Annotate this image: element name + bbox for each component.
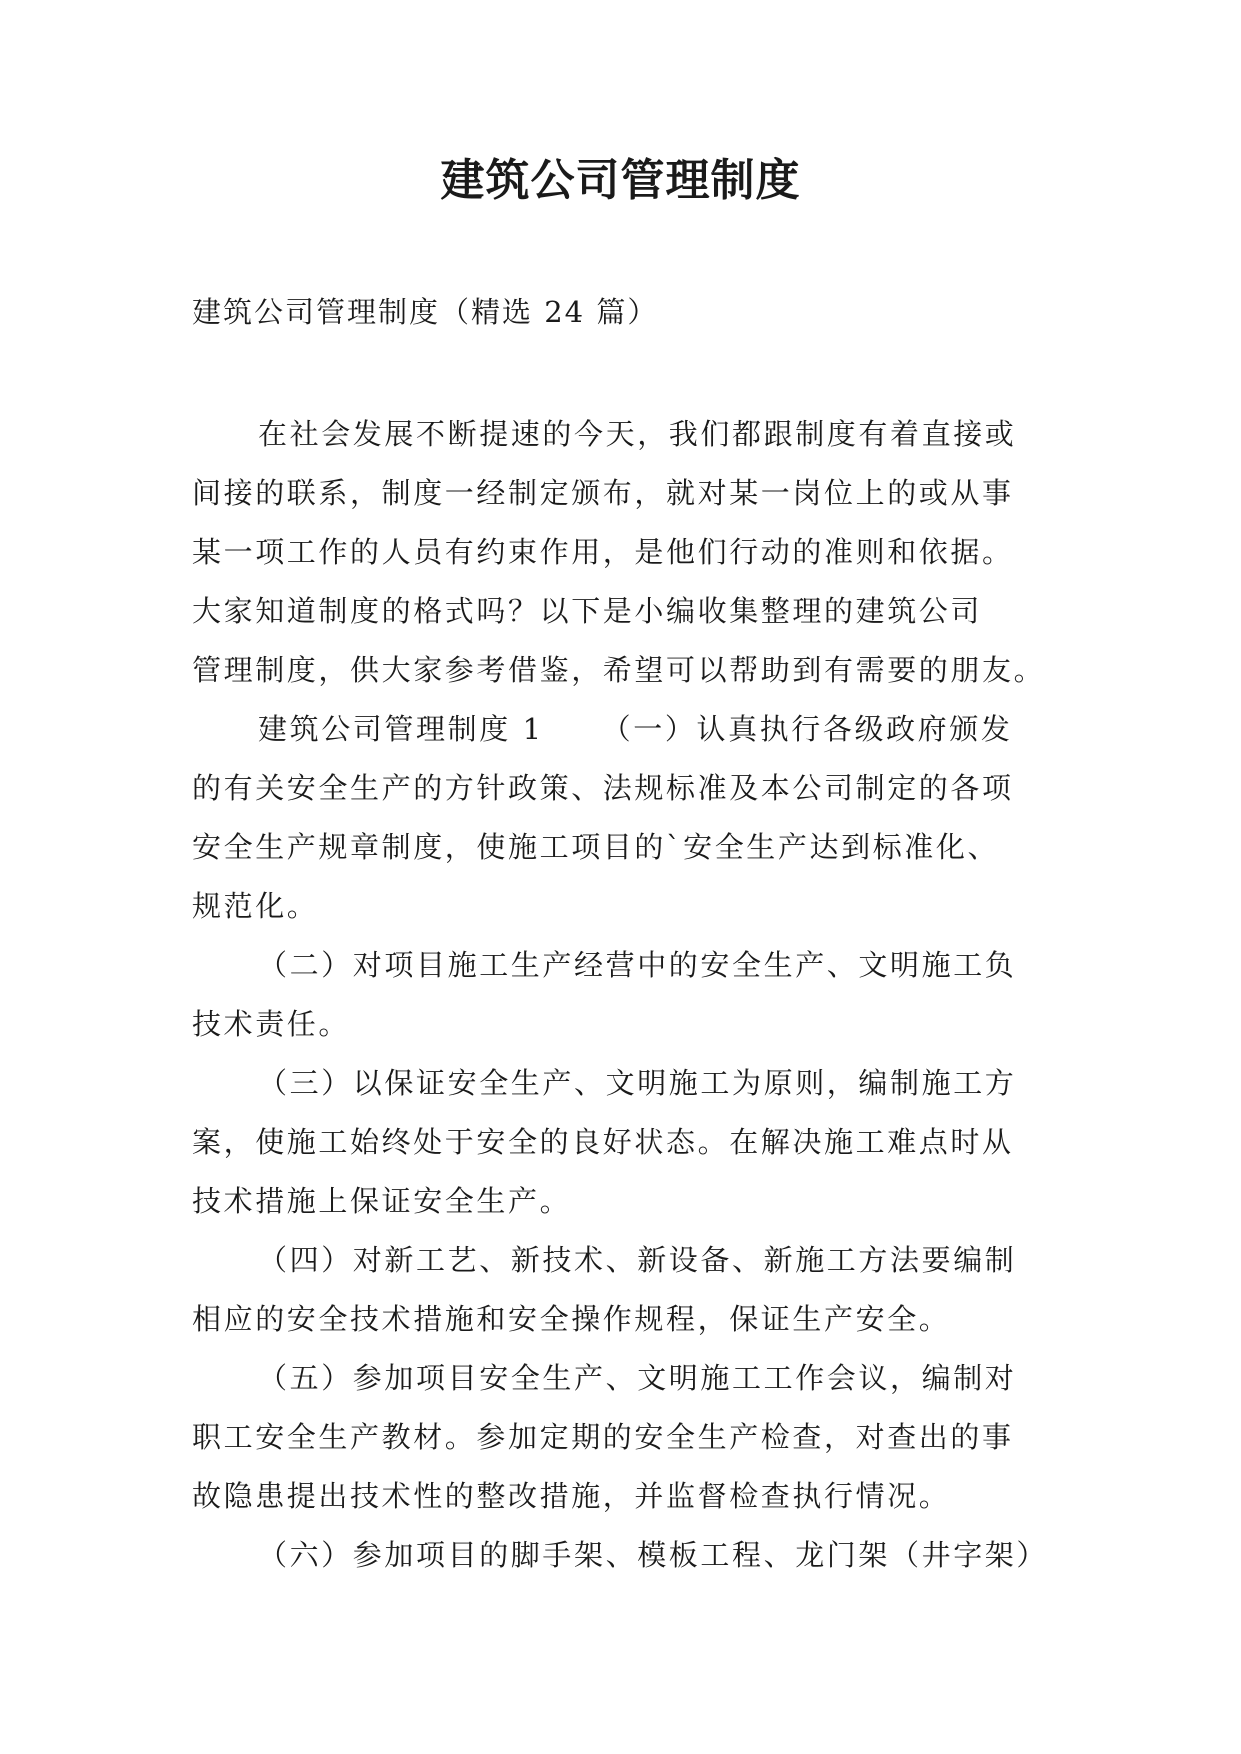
body-line: 相应的安全技术措施和安全操作规程，保证生产安全。	[192, 1302, 951, 1336]
document-subtitle: 建筑公司管理制度（精选 24 篇）	[192, 295, 659, 329]
body-line: 故隐患提出技术性的整改措施，并监督检查执行情况。	[192, 1479, 951, 1513]
document-title: 建筑公司管理制度	[440, 155, 801, 206]
section-heading: 建筑公司管理制度 1	[258, 712, 544, 746]
body-line: （二）对项目施工生产经营中的安全生产、文明施工负	[258, 948, 1017, 982]
body-line: 安全生产规章制度，使施工项目的`安全生产达到标准化、	[192, 830, 1000, 864]
body-line: （四）对新工艺、新技术、新设备、新施工方法要编制	[258, 1243, 1017, 1277]
body-line: 某一项工作的人员有约束作用，是他们行动的准则和依据。	[192, 535, 1014, 569]
body-line: （五）参加项目安全生产、文明施工工作会议，编制对	[258, 1361, 1017, 1395]
body-line: （六）参加项目的脚手架、模板工程、龙门架（井字架）	[258, 1538, 1049, 1572]
body-line: 在社会发展不断提速的今天，我们都跟制度有着直接或	[258, 417, 1017, 451]
body-line: 大家知道制度的格式吗？以下是小编收集整理的建筑公司	[192, 594, 983, 628]
body-line: 间接的联系，制度一经制定颁布，就对某一岗位上的或从事	[192, 476, 1014, 510]
body-line: 管理制度，供大家参考借鉴，希望可以帮助到有需要的朋友。	[192, 653, 1046, 687]
body-line: 技术责任。	[192, 1007, 351, 1041]
body-line: 案，使施工始终处于安全的良好状态。在解决施工难点时从	[192, 1125, 1014, 1159]
document-body	[192, 405, 1072, 1585]
body-line: （三）以保证安全生产、文明施工为原则，编制施工方	[258, 1066, 1017, 1100]
body-line: 职工安全生产教材。参加定期的安全生产检查，对查出的事	[192, 1420, 1014, 1454]
body-line: 的有关安全生产的方针政策、法规标准及本公司制定的各项	[192, 771, 1014, 805]
body-line: 规范化。	[192, 889, 319, 923]
body-clause: （一）认真执行各级政府颁发	[601, 712, 1013, 746]
body-line: 技术措施上保证安全生产。	[192, 1184, 572, 1218]
section-heading-line	[192, 700, 1072, 759]
